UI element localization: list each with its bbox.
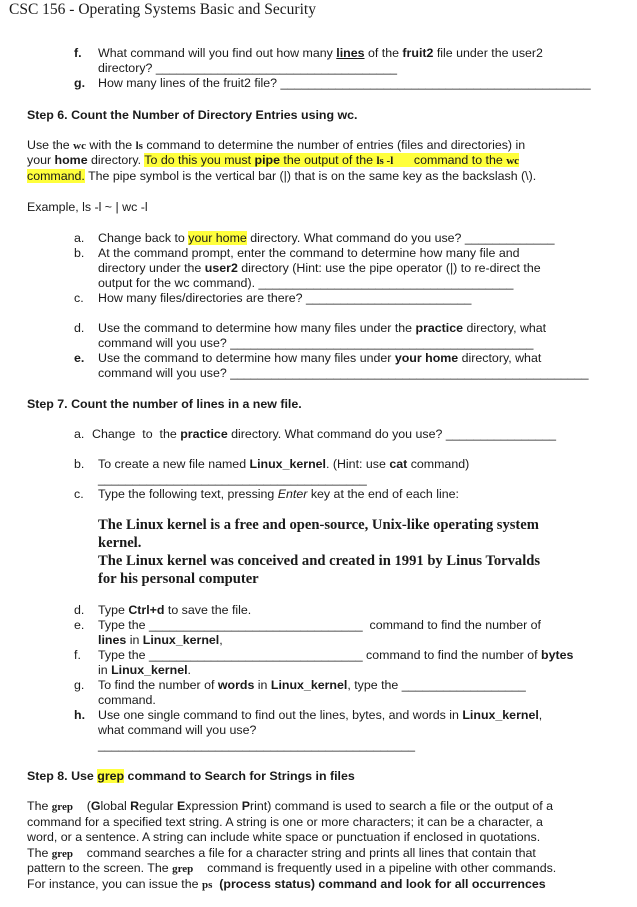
step7-heading: Step 7. Count the number of lines in a new file. bbox=[27, 397, 302, 411]
answer-blank[interactable]: ______________________________________________ bbox=[98, 738, 415, 752]
list-marker: e. bbox=[74, 618, 85, 632]
list-marker: g. bbox=[74, 76, 86, 90]
step7-question-f-cont: in Linux_kernel. bbox=[98, 663, 191, 677]
step6-paragraph-line1: Use the wc with the ls command to determine the number of entries (files and directories) in bbox=[27, 138, 526, 152]
answer-blank[interactable]: _____________ bbox=[464, 231, 555, 245]
step8-paragraph-line1: The grep (Global Regular Expression Print) command is used to search a file or the output of a bbox=[27, 799, 554, 813]
step7-question-d: Type Ctrl+d to save the file. bbox=[98, 603, 252, 617]
sample-text-line4: for his personal computer bbox=[98, 571, 259, 587]
step8-heading: Step 8. Use grep command to Search for Strings in files bbox=[27, 769, 355, 783]
step6-question-d: Use the command to determine how many files under the practice directory, what bbox=[98, 321, 547, 335]
list-marker: b. bbox=[74, 246, 85, 260]
list-marker: a. bbox=[74, 231, 85, 245]
answer-blank[interactable]: _____________________________________________ bbox=[280, 76, 591, 90]
step8-paragraph-line5: pattern to the screen. The grep command is frequently used in a pipeline with other commands. bbox=[27, 861, 557, 875]
answer-blank[interactable]: ____________________________________________ bbox=[230, 336, 534, 350]
step7-question-a: Change to the practice directory. What command do you use? ________________ bbox=[92, 427, 557, 441]
answer-blank[interactable]: _______________________________ bbox=[148, 648, 363, 662]
list-marker: a. bbox=[74, 427, 85, 441]
step8-paragraph-line4: The grep command searches a file for a character string and prints all lines that contain that bbox=[27, 846, 536, 860]
step6-question-e: Use the command to determine how many files under your home directory, what bbox=[98, 351, 542, 365]
step7-question-c: Type the following text, pressing Enter key at the end of each line: bbox=[98, 487, 459, 501]
step6-question-b: At the command prompt, enter the command to determine how many file and bbox=[98, 246, 520, 260]
step6-heading: Step 6. Count the Number of Directory Entries using wc. bbox=[27, 108, 358, 122]
sample-text-line1: The Linux kernel is a free and open-source, Unix-like operating system bbox=[98, 517, 539, 533]
list-marker: d. bbox=[74, 321, 85, 335]
list-marker: c. bbox=[74, 291, 84, 305]
sample-text-line2: kernel. bbox=[98, 535, 142, 551]
step6-question-b-cont: directory under the user2 directory (Hint: use the pipe operator (|) to re-direct the bbox=[98, 261, 541, 275]
list-marker: h. bbox=[74, 708, 86, 722]
answer-blank[interactable]: __________________ bbox=[401, 678, 526, 692]
answer-blank[interactable]: ________________ bbox=[445, 427, 557, 441]
step7-question-b: To create a new file named Linux_kernel. (Hint: use cat command) bbox=[98, 457, 470, 471]
step8-paragraph-line6: For instance, you can issue the ps (process status) command and look for all occurrences bbox=[27, 877, 546, 891]
page-header: CSC 156 - Operating Systems Basic and Security bbox=[9, 1, 316, 18]
step7-question-g-cont: command. bbox=[98, 693, 156, 707]
answer-blank[interactable]: _______________________________________ bbox=[98, 472, 367, 486]
step7-question-e-cont: lines in Linux_kernel, bbox=[98, 633, 223, 647]
answer-blank[interactable]: _______________________________ bbox=[148, 618, 363, 632]
answer-blank[interactable]: ___________________________________ bbox=[155, 61, 398, 75]
question-text-cont: directory? ___________________________________ bbox=[98, 61, 398, 75]
sample-text-line3: The Linux kernel was conceived and created in 1991 by Linus Torvalds bbox=[98, 553, 541, 569]
question-text: What command will you find out how many lines of the fruit2 file under the user2 bbox=[98, 46, 543, 60]
list-marker: c. bbox=[74, 487, 84, 501]
list-marker: f. bbox=[74, 648, 81, 662]
answer-blank[interactable]: _____________________________________ bbox=[258, 276, 514, 290]
step6-paragraph-line2: your home directory. To do this you must pipe the output of the ls -l command to the wc bbox=[27, 153, 520, 167]
question-text: How many lines of the fruit2 file? _____________________________________________ bbox=[98, 76, 591, 90]
step7-question-h-cont: what command will you use? bbox=[98, 723, 257, 737]
step8-paragraph-line3: word, or a sentence. A string can include white space or punctuation if enclosed in quotations. bbox=[27, 830, 541, 844]
step7-question-h: Use one single command to find out the lines, bytes, and words in Linux_kernel, bbox=[98, 708, 543, 722]
step6-question-b-cont2: output for the wc command). _____________________________________ bbox=[98, 276, 514, 290]
step8-paragraph-line2: command for a specified text string. A string is one or more characters; it can be a character, a bbox=[27, 815, 543, 829]
list-marker: f. bbox=[74, 46, 82, 60]
step6-question-e-cont: command will you use? ____________________________________________________ bbox=[98, 366, 589, 380]
list-marker: b. bbox=[74, 457, 85, 471]
answer-blank[interactable]: ________________________ bbox=[305, 291, 472, 305]
step6-question-c: How many files/directories are there? ________________________ bbox=[98, 291, 472, 305]
step6-example: Example, ls -l ~ | wc -l bbox=[27, 200, 148, 214]
list-marker: e. bbox=[74, 351, 85, 365]
step7-question-g: To find the number of words in Linux_kernel, type the __________________ bbox=[98, 678, 526, 692]
step7-question-e: Type the _______________________________ command to find the number of bbox=[98, 618, 541, 632]
step6-question-d-cont: command will you use? ____________________________________________ bbox=[98, 336, 534, 350]
list-marker: d. bbox=[74, 603, 85, 617]
list-marker: g. bbox=[74, 678, 85, 692]
step6-question-a: Change back to your home directory. What command do you use? _____________ bbox=[98, 231, 555, 245]
step7-question-f: Type the _______________________________ command to find the number of bytes bbox=[98, 648, 574, 662]
answer-blank[interactable]: ____________________________________________________ bbox=[230, 366, 589, 380]
step6-paragraph-line3: command. The pipe symbol is the vertical bar (|) that is on the same key as the backslash (\). bbox=[27, 169, 537, 183]
